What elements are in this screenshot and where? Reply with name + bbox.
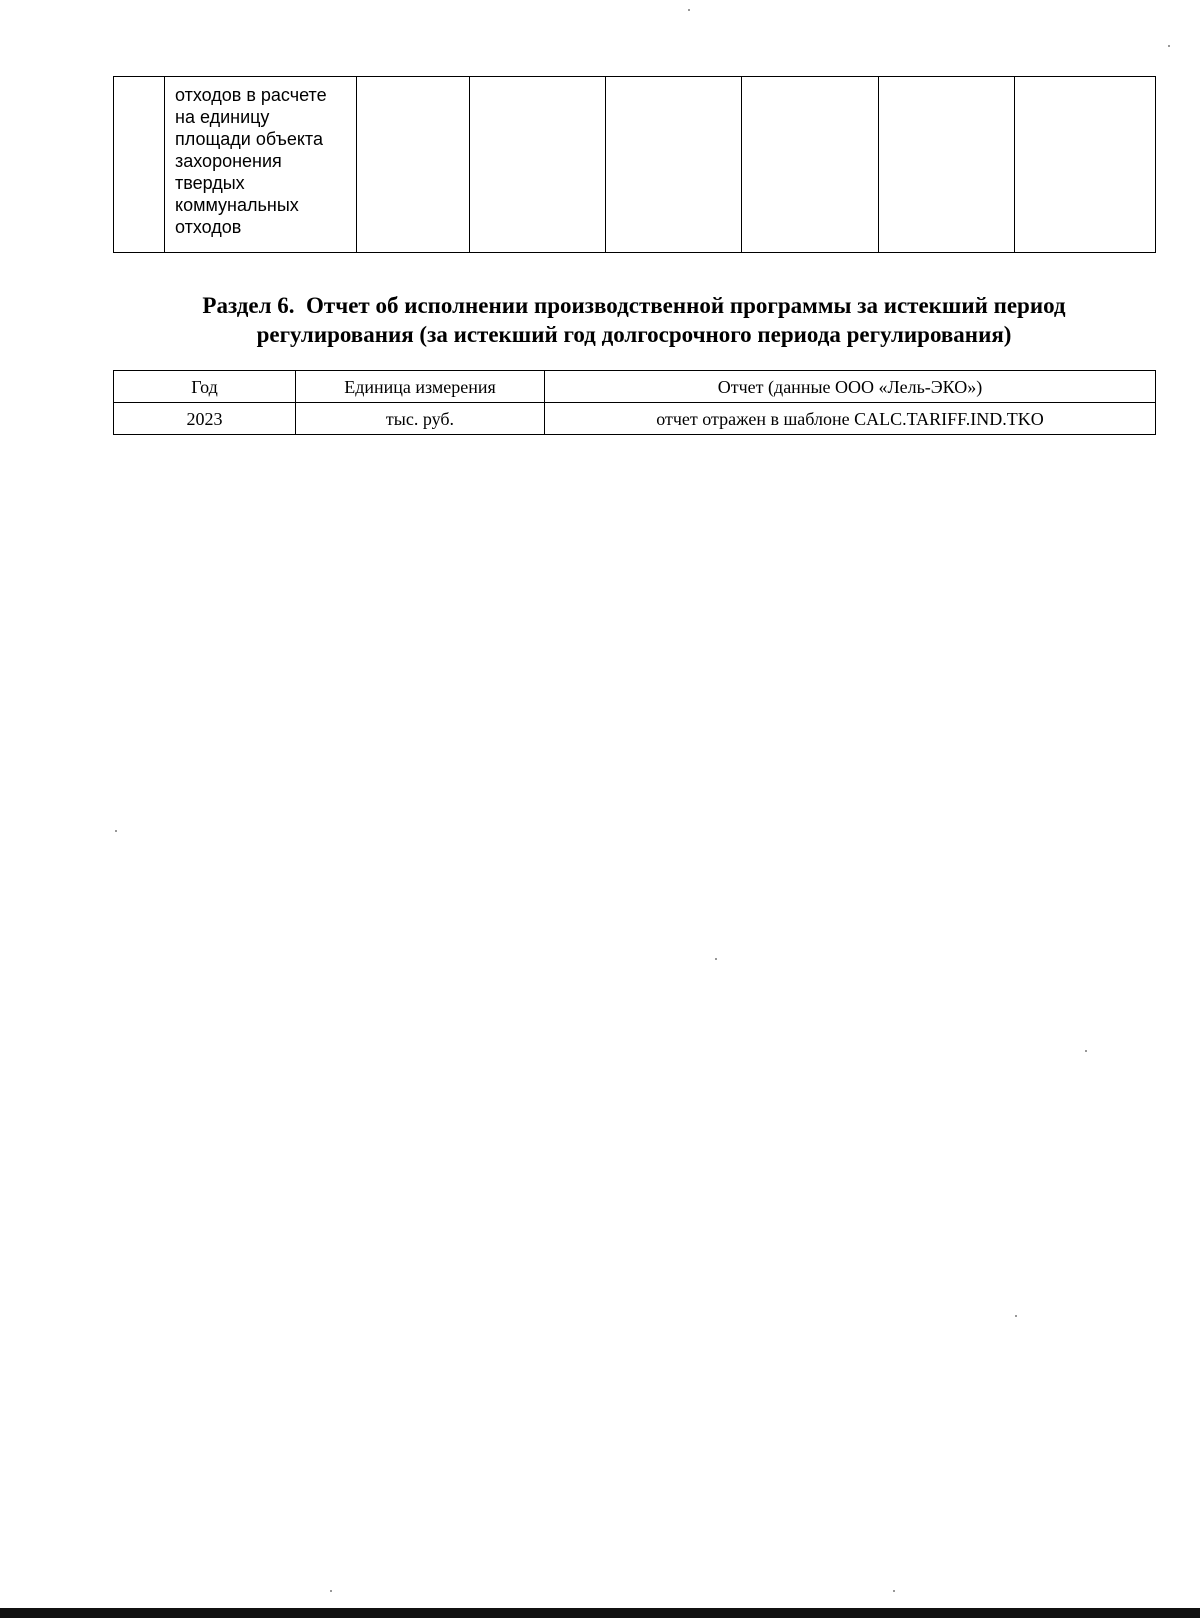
table-cell-empty [1015,77,1156,253]
scan-speck [1085,1050,1087,1052]
section-title-line-2: регулирования (за истекший год долгосрочного периода регулирования) [256,322,1012,347]
cell-report: отчет отражен в шаблоне CALC.TARIFF.IND.TKO [545,403,1156,435]
table-cell-empty [606,77,742,253]
scan-speck [1015,1315,1017,1317]
header-unit: Единица измерения [296,371,545,403]
cell-unit: тыс. руб. [296,403,545,435]
scan-speck [330,1590,332,1592]
continuation-table [113,76,1156,253]
table-cell-empty [742,77,879,253]
table-cell-empty [470,77,606,253]
scan-speck [115,830,117,832]
table-row [114,403,1156,435]
table-cell-empty [357,77,470,253]
scan-speck [715,958,717,960]
table-cell-indicator-name [165,77,357,253]
section-title [113,291,1155,349]
header-year: Год [114,371,296,403]
scan-speck [1168,45,1170,47]
cell-year: 2023 [114,403,296,435]
header-report: Отчет (данные ООО «Лель-ЭКО») [545,371,1156,403]
scan-speck [893,1590,895,1592]
scan-speck [688,9,690,11]
table-cell-number [114,77,165,253]
report-table [113,370,1156,435]
section-title-line-1: Раздел 6. Отчет об исполнении производственной программы за истекший период [202,293,1066,318]
scan-bottom-edge [0,1608,1200,1618]
table-row [114,77,1156,253]
table-header-row [114,371,1156,403]
table-cell-empty [879,77,1015,253]
indicator-name-text: отходов в расчете на единицу площади объекта захоронения твердых коммунальных отходов [175,85,327,237]
